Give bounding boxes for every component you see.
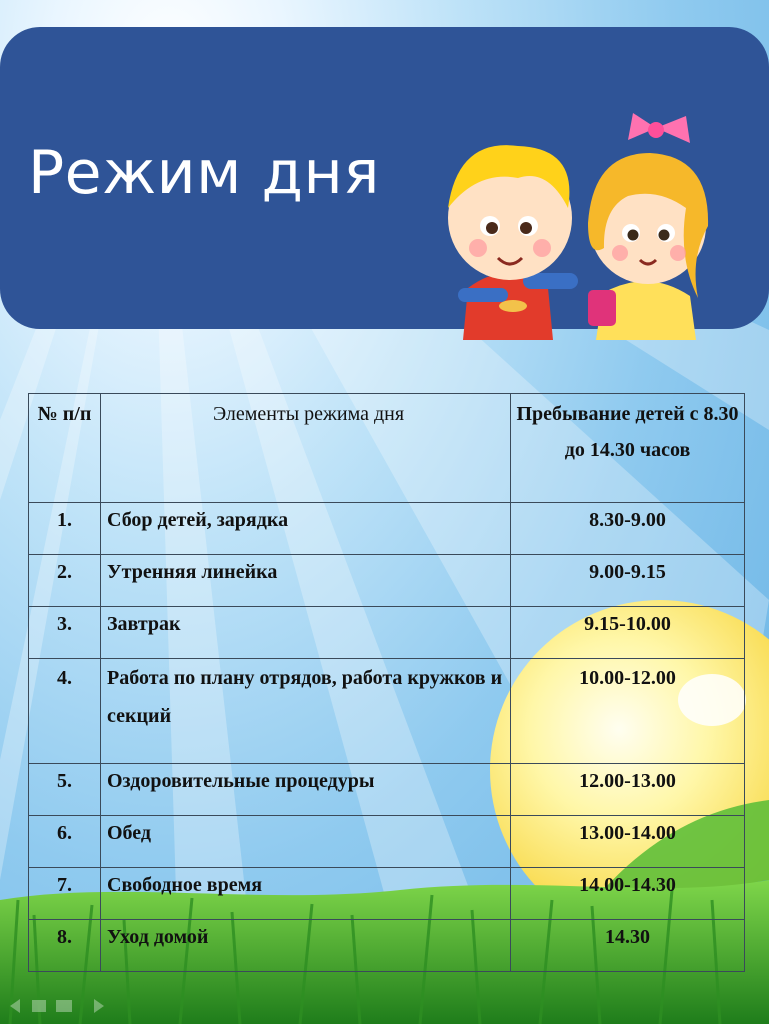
row-element: Работа по плану отрядов, работа кружков и секций — [101, 659, 511, 764]
row-time: 10.00-12.00 — [511, 659, 745, 764]
boy-cartoon — [448, 145, 578, 340]
row-element: Оздоровительные процедуры — [101, 764, 511, 816]
table-header-row — [29, 394, 745, 503]
table-row — [29, 920, 745, 972]
row-time: 14.30 — [511, 920, 745, 972]
table-row — [29, 764, 745, 816]
next-arrow-icon — [94, 999, 104, 1013]
row-num: 6. — [29, 816, 101, 868]
table-row — [29, 503, 745, 555]
slide-icon — [32, 1000, 46, 1012]
row-element: Завтрак — [101, 607, 511, 659]
header-time: Пребывание детей с 8.30 до 14.30 часов — [511, 394, 745, 503]
page-title: Режим дня — [28, 138, 380, 208]
row-element: Обед — [101, 816, 511, 868]
row-num: 2. — [29, 555, 101, 607]
row-element: Уход домой — [101, 920, 511, 972]
table-row — [29, 555, 745, 607]
row-time: 14.00-14.30 — [511, 868, 745, 920]
row-time: 13.00-14.00 — [511, 816, 745, 868]
menu-icon — [56, 1000, 72, 1012]
schedule-table — [28, 393, 745, 972]
row-num: 7. — [29, 868, 101, 920]
row-time: 12.00-13.00 — [511, 764, 745, 816]
girl-cartoon — [588, 113, 708, 340]
row-element: Утренняя линейка — [101, 555, 511, 607]
row-num: 8. — [29, 920, 101, 972]
table-row — [29, 868, 745, 920]
prev-arrow-icon — [10, 999, 20, 1013]
slide-nav-controls[interactable] — [8, 996, 118, 1016]
row-num: 1. — [29, 503, 101, 555]
row-num: 4. — [29, 659, 101, 764]
children-illustration — [428, 108, 728, 340]
row-element: Сбор детей, зарядка — [101, 503, 511, 555]
row-time: 9.00-9.15 — [511, 555, 745, 607]
header-element: Элементы режима дня — [101, 394, 511, 503]
row-time: 8.30-9.00 — [511, 503, 745, 555]
row-num: 5. — [29, 764, 101, 816]
row-element: Свободное время — [101, 868, 511, 920]
row-num: 3. — [29, 607, 101, 659]
row-time: 9.15-10.00 — [511, 607, 745, 659]
table-row — [29, 607, 745, 659]
header-num: № п/п — [29, 394, 101, 503]
table-row — [29, 659, 745, 764]
table-row — [29, 816, 745, 868]
